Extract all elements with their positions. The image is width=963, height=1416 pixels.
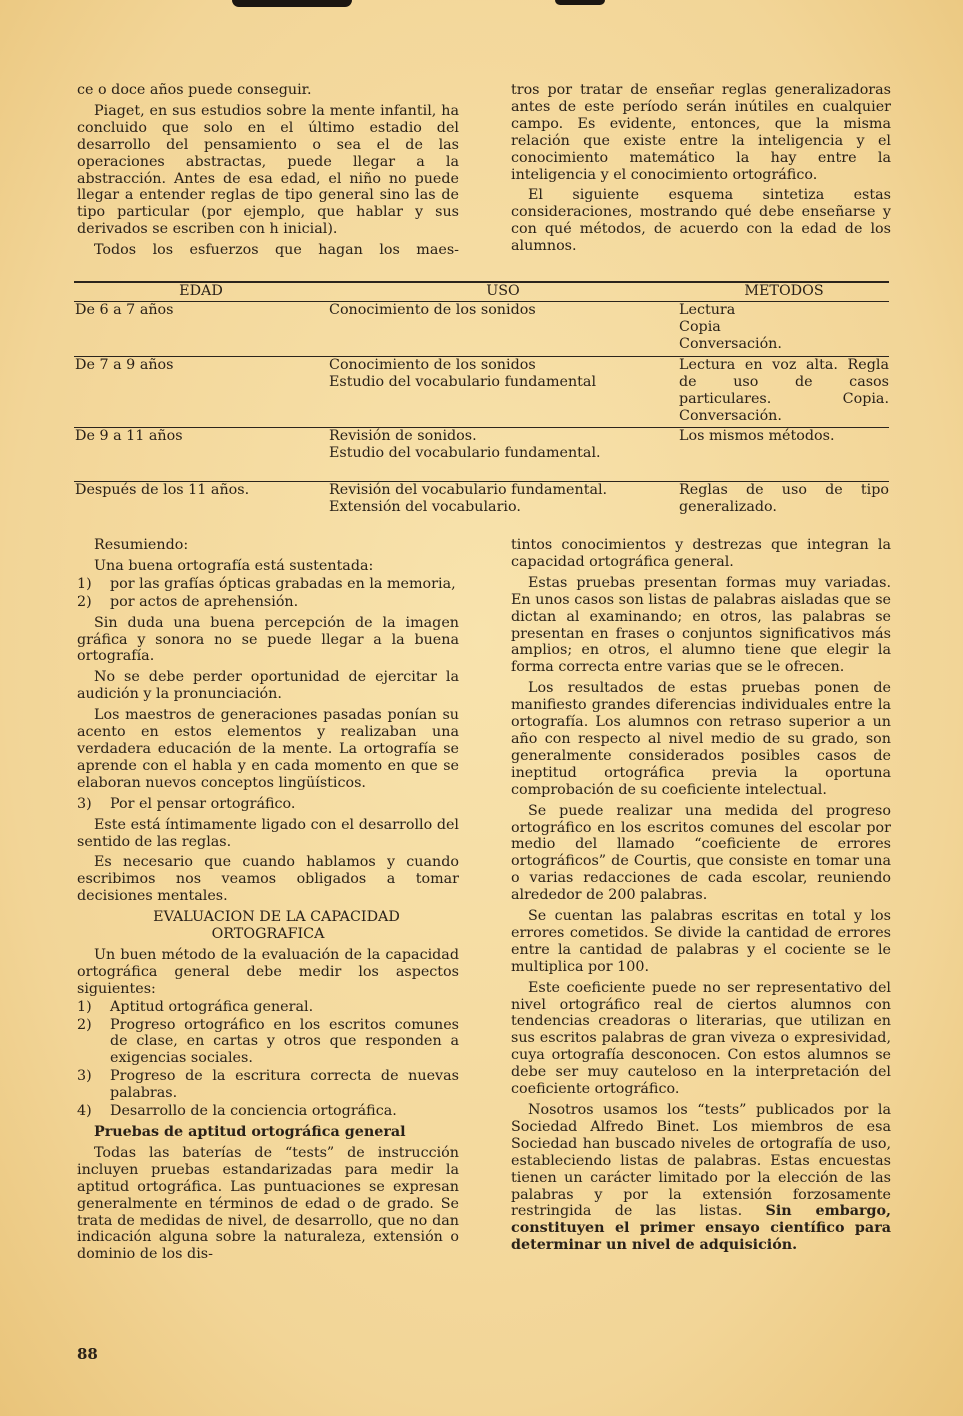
cell-uso: Revisión del vocabulario fundamental. Extensión del vocabulario. [329,482,608,515]
age-method-table [74,281,889,535]
list-item: 4) Desarrollo de la conciencia ortográfica. [77,1103,397,1120]
column-bottom-left [77,537,459,1267]
cell-metodos: Lectura en voz alta. Regla de uso de casos particulares. Copia. Conversación. [679,357,889,424]
paragraph: No se debe perder oportunidad de ejercitar la audición y la pronunciación. [77,669,459,703]
paragraph: Este coeficiente puede no ser representativo del nivel ortográfico real de ciertos alumnos con tendencias creadoras o literarias, que utilizan en sus escritos palabras de gran viveza o expresividad, cuya ortografía desconocen. Con estos alumnos se debe ser muy cauteloso en la interpretación del coeficiente ortográfico. [511,979,891,1098]
table-row [74,356,889,427]
paragraph: Es necesario que cuando hablamos y cuando escribimos nos veamos obligados a tomar decisiones mentales. [77,854,459,905]
list-item: 2) por actos de aprehensión. [77,593,299,610]
subheading: Pruebas de aptitud ortográfica general [94,1124,406,1140]
cell-uso: Conocimiento de los sonidos [329,302,536,318]
header-uso: USO [486,283,520,299]
column-top-right [511,82,891,259]
table-row [74,427,889,481]
page-number: 88 [77,1345,98,1363]
paragraph: Resumiendo: [94,537,189,553]
cell-metodos: Los mismos métodos. [679,428,835,444]
bold-text: Sin embargo, constituyen el primer ensayo científico para determinar un nivel de adquisición. [511,1203,892,1254]
paragraph: Piaget, en sus estudios sobre la mente infantil, ha concluido que solo en el último estadio del desarrollo del pensamiento o sea el de las operaciones abstractas, puede llegar a la abstracción. Antes de esa edad, el niño no puede llegar a entender reglas de tipo general sino las de tipo particular (por ejemplo, que hablar y sus derivados se escriben con h inicial). [77,102,459,238]
cell-metodos: Reglas de uso de tipo generalizado. [679,482,889,515]
paragraph: Se cuentan las palabras escritas en total y los errores cometidos. Se divide la cantidad de errores entre la cantidad de palabras y el cociente se le multiplica por 100. [511,908,891,975]
table-row [74,302,889,356]
list-item: 3) Por el pensar ortográfico. [77,795,296,812]
table-header [74,281,889,302]
cell-edad: De 9 a 11 años [75,428,183,444]
list-item: 2) Progreso ortográfico en los escritos comunes de clase, en cartas y otros que responden a exigencias sociales. [77,1016,459,1067]
list-item: 3) Progreso de la escritura correcta de nuevas palabras. [77,1068,459,1102]
list [77,999,459,1120]
cell-uso: Revisión de sonidos. Estudio del vocabulario fundamental. [329,428,601,461]
list [77,796,459,813]
paragraph: Estas pruebas presentan formas muy variadas. En unos casos son listas de palabras aisladas que se dictan al examinando; en otros, las palabras se presentan en frases o conjuntos significativos más amplios; en otros, el alumno tiene que elegir la forma correcta entre varias que se le ofrecen. [511,574,891,676]
column-bottom-right [511,537,891,1258]
paragraph: Un buen método de la evaluación de la capacidad ortográfica general debe medir los aspectos siguientes: [77,946,459,997]
paragraph: Sin duda una buena percepción de la imagen gráfica y sonora no se puede llegar a la buena ortografía. [77,614,459,665]
list-item: 1) Aptitud ortográfica general. [77,998,314,1015]
paragraph: tintos conocimientos y destrezas que integran la capacidad ortográfica general. [511,537,891,570]
cell-uso: Conocimiento de los sonidos Estudio del vocabulario fundamental [329,357,597,390]
list [77,576,459,611]
list-item: 1) por las grafías ópticas grabadas en la memoria, [77,575,456,592]
paragraph: Este está íntimamente ligado con el desarrollo del sentido de las reglas. [77,816,459,850]
cell-metodos: Lectura Copia Conversación. [679,302,782,352]
paragraph: Todos los esfuerzos que hagan los maes- [94,242,459,259]
paragraph: Los resultados de estas pruebas ponen de manifiesto grandes diferencias individuales entre la ortografía. Los alumnos con retraso superior a un año con respecto al nivel medio de su grado, son generalmente considerados posibles casos de ineptitud ortográfica previa la oportuna comprobación de su coeficiente intelectual. [511,680,891,798]
paragraph: Se puede realizar una medida del progreso ortográfico en los escritos comunes del escolar por medio del llamado “coeficiente de errores ortográficos” de Courtis, que consiste en tomar una o varias redacciones de cada escolar, reuniendo alrededor de 200 palabras. [511,802,891,904]
header-metodos: METODOS [744,283,824,299]
paragraph: Una buena ortografía está sustentada: [94,557,374,574]
header-edad: EDAD [179,283,223,299]
section-heading: EVALUACION DE LA CAPACIDAD ORTOGRAFICA [153,909,400,943]
paragraph: El siguiente esquema sintetiza estas consideraciones, mostrando qué debe enseñarse y con qué métodos, de acuerdo con la edad de los alumnos. [511,187,891,255]
paragraph: ce o doce años puede conseguir. [77,82,312,98]
table-row [74,481,889,535]
paragraph: Todas las baterías de “tests” de instrucción incluyen pruebas estandarizadas para medir la aptitud ortográfica. Las puntuaciones se expresan generalmente en términos de edad o de grado. Se trata de medidas de nivel, de desarrollo, que no dan indicación alguna sobre la naturaleza, extensión o dominio de los dis- [77,1144,459,1263]
ink-mark [232,0,352,7]
column-top-left [77,82,459,263]
paragraph: tros por tratar de enseñar reglas generalizadoras antes de este período serán inútiles en cualquier campo. Es evidente, entonces, que la misma relación que existe entre la inteligencia y el conocimiento matemático la hay entre la inteligencia y el conocimiento ortográfico. [511,82,891,183]
cell-edad: De 7 a 9 años [75,357,174,373]
cell-edad: Después de los 11 años. [75,482,250,498]
ink-mark-small [555,0,605,5]
paragraph: Los maestros de generaciones pasadas ponían su acento en estos elementos y realizaban una verdadera educación de la mente. La ortografía se aprende con el habla y en cada momento en que se elaboran nuevos conceptos lingüísticos. [77,707,459,791]
paragraph: Nosotros usamos los “tests” publicados por la Sociedad Alfredo Binet. Los miembros de esa Sociedad han buscado niveles de ortografía de uso, estableciendo listas de palabras. Estas encuestas tienen un carácter limitado por la elección de las palabras y por la extensión forzosamente restringida de las listas. Sin embargo, constituyen el primer ensayo científico para determinar un nivel de adquisición. [511,1102,892,1254]
cell-edad: De 6 a 7 años [75,302,174,318]
